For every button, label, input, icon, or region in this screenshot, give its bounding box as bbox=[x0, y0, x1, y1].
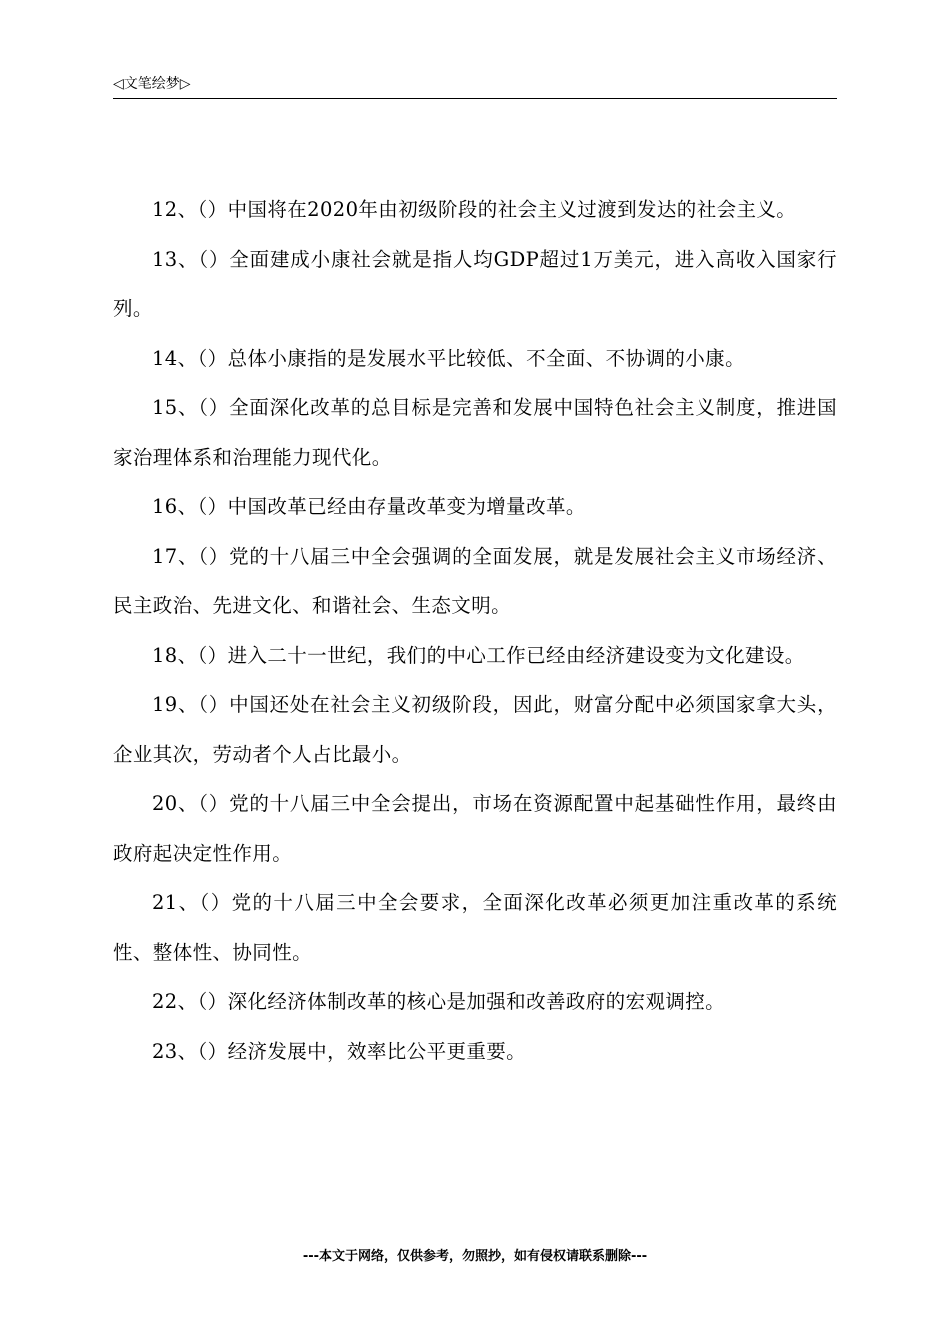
page-footer-disclaimer: ---本文于网络，仅供参考，勿照抄，如有侵权请联系删除--- bbox=[302, 1249, 648, 1264]
question-item-17: 17、（）党的十八届三中全会强调的全面发展，就是发展社会主义市场经济、民主政治、先进文化、和谐社会、生态文明。 bbox=[113, 544, 837, 617]
question-item-16: 16、（）中国改革已经由存量改革变为增量改革。 bbox=[152, 495, 586, 518]
question-item-19: 19、（）中国还处在社会主义初级阶段，因此，财富分配中必须国家拿大头，企业其次，劳动者个人占比最小。 bbox=[113, 693, 837, 766]
question-item-14: 14、（）总体小康指的是发展水平比较低、不全面、不协调的小康。 bbox=[152, 346, 745, 370]
question-item-23: 23、（）经济发展中，效率比公平更重要。 bbox=[152, 1039, 527, 1063]
question-item-15: 15、（）全面深化改革的总目标是完善和发展中国特色社会主义制度，推进国家治理体系和治理能力现代化。 bbox=[113, 396, 837, 469]
question-item-20: 20、（）党的十八届三中全会提出，市场在资源配置中起基础性作用，最终由政府起决定性作用。 bbox=[113, 792, 837, 865]
question-item-13: 13、（）全面建成小康社会就是指人均GDP超过1万美元，进入高收入国家行列。 bbox=[113, 247, 837, 320]
question-item-12: 12、（）中国将在2020年由初级阶段的社会主义过渡到发达的社会主义。 bbox=[152, 198, 797, 221]
question-item-21: 21、（）党的十八届三中全会要求，全面深化改革必须更加注重改革的系统性、整体性、协同性。 bbox=[113, 891, 837, 964]
question-list bbox=[113, 185, 837, 1076]
header-title: ◁文笔绘梦▷ bbox=[113, 76, 191, 92]
question-item-22: 22、（）深化经济体制改革的核心是加强和改善政府的宏观调控。 bbox=[152, 990, 726, 1013]
question-item-18: 18、（）进入二十一世纪，我们的中心工作已经由经济建设变为文化建设。 bbox=[152, 643, 805, 667]
page-header bbox=[113, 74, 837, 99]
